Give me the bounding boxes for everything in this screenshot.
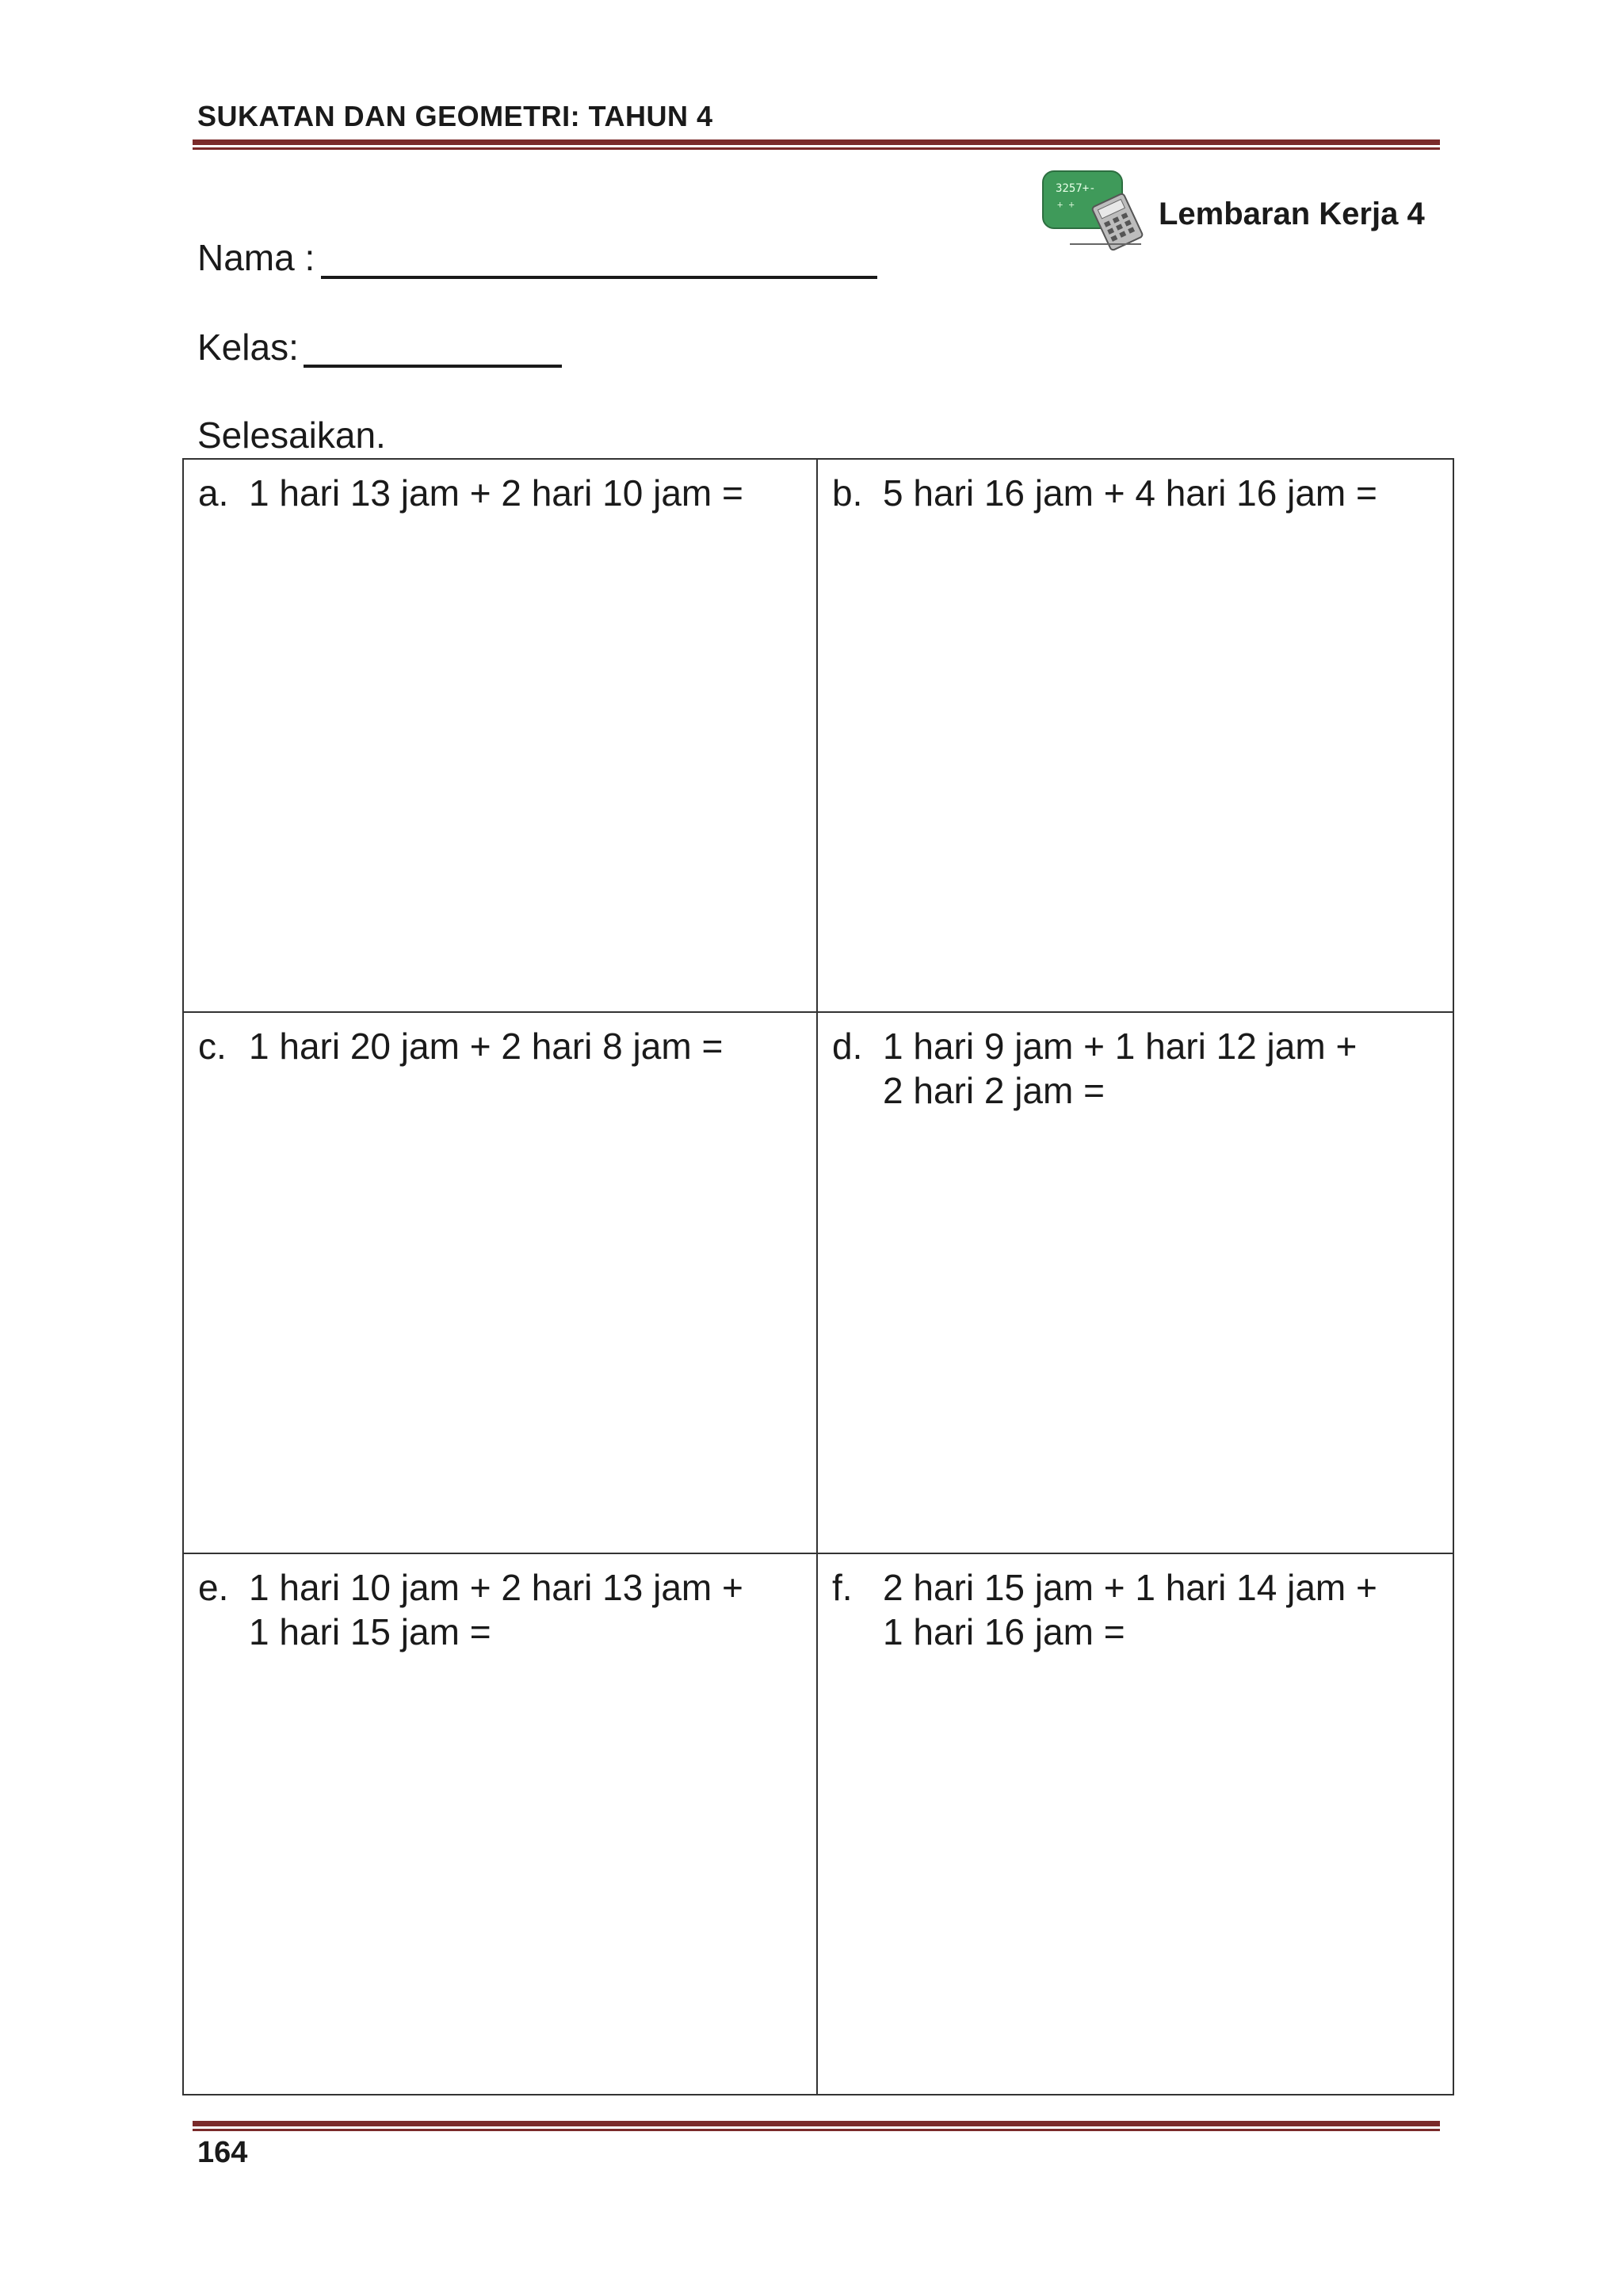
page-number: 164 [197,2136,248,2169]
question-letter: b. [832,472,863,514]
question-text: 2 hari 15 jam + 1 hari 14 jam + [883,1567,1377,1608]
question-text: 1 hari 10 jam + 2 hari 13 jam + [249,1567,743,1608]
question-cell-f[interactable] [817,1553,1453,2095]
question-cell-d[interactable] [817,1012,1453,1553]
footer-rule-thick [193,2121,1440,2126]
question-text: 5 hari 16 jam + 4 hari 16 jam = [883,472,1377,514]
question-cell-e[interactable] [183,1553,817,2095]
class-field[interactable] [304,365,562,368]
question-cell-c[interactable] [183,1012,817,1553]
question-letter: c. [198,1026,227,1067]
question-grid [182,458,1454,2095]
name-field[interactable] [321,276,877,279]
class-label: Kelas: [197,327,299,368]
name-label: Nama : [197,237,315,278]
chalkboard-calculator-icon [1038,166,1149,254]
question-cell-a[interactable] [183,459,817,1012]
instruction-text: Selesaikan. [197,415,386,456]
question-cell-b[interactable] [817,459,1453,1012]
question-text: 2 hari 2 jam = [883,1070,1105,1111]
question-text: 1 hari 9 jam + 1 hari 12 jam + [883,1026,1358,1067]
question-letter: d. [832,1026,863,1067]
question-letter: a. [198,472,229,514]
question-letter: f. [832,1567,853,1608]
svg-text:+ +: + + [1057,199,1075,210]
question-letter: e. [198,1567,229,1608]
question-text: 1 hari 16 jam = [883,1611,1125,1652]
footer-rule-thin [193,2129,1440,2131]
worksheet-label: Lembaran Kerja 4 [1159,197,1425,231]
question-text: 1 hari 15 jam = [249,1611,491,1652]
header-title: SUKATAN DAN GEOMETRI: TAHUN 4 [197,100,713,132]
header-rule-thin [193,147,1440,150]
logo-board-text: 3257+- [1056,182,1096,195]
question-text: 1 hari 20 jam + 2 hari 8 jam = [249,1026,724,1067]
question-text: 1 hari 13 jam + 2 hari 10 jam = [249,472,743,514]
header-rule-thick [193,139,1440,145]
